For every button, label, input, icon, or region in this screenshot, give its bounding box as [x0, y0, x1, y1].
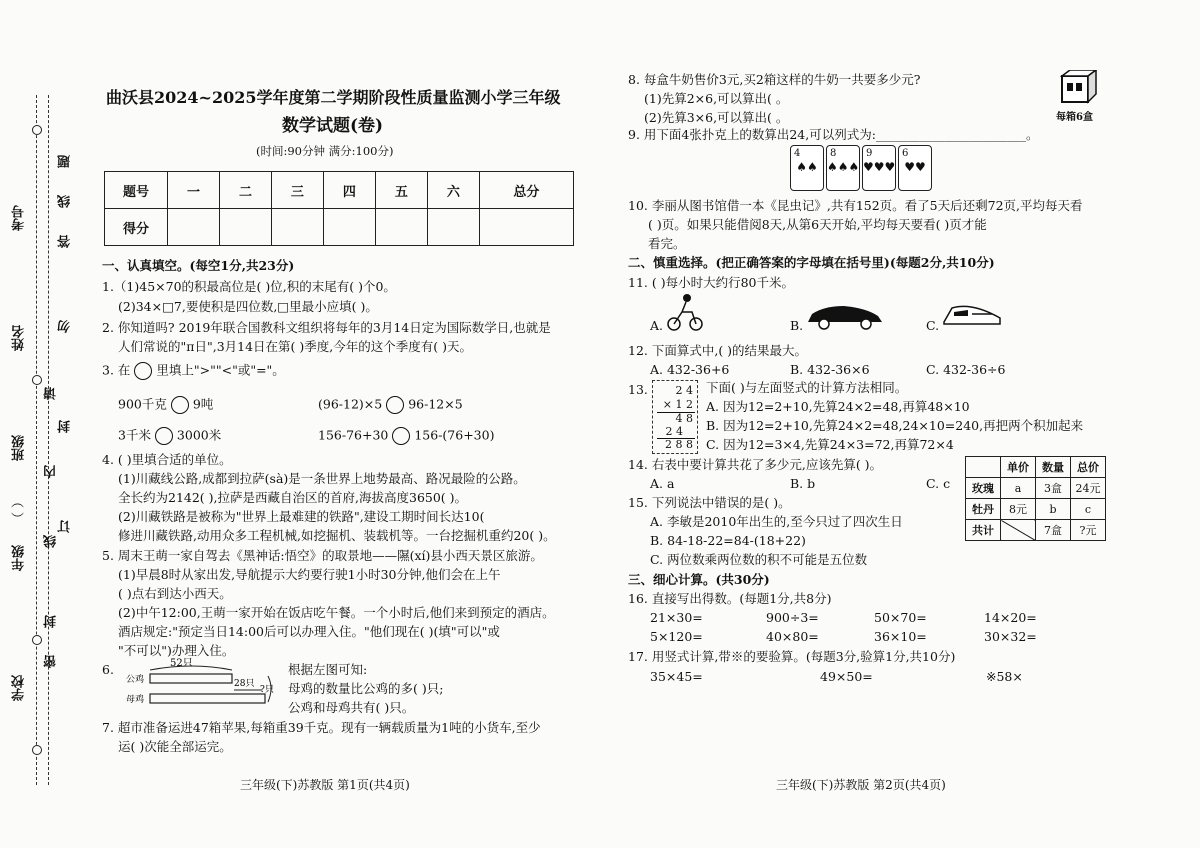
question-8b: (2)先算3×6,可以算出( 。: [644, 110, 789, 125]
vertical-line: × 1 2: [662, 398, 693, 411]
vertical-calc: ※58×: [986, 669, 1023, 684]
card-value: 6: [902, 148, 909, 159]
compare-right: 9吨: [192, 396, 214, 412]
price-table-row: [966, 499, 1106, 520]
price-header: 单价: [1001, 457, 1036, 478]
page-1-footer: 三年级(下)苏教版 第1页(共4页): [240, 778, 410, 792]
option-12b: B. 432-36×6: [790, 362, 870, 377]
question-8: 8. 每盒牛奶售价3元,买2箱这样的牛奶一共要多少元?: [628, 72, 921, 87]
price-header: 总价: [1071, 457, 1106, 478]
score-cell[interactable]: [427, 209, 479, 246]
question-13: 下面( )与左面竖式的计算方法相同。: [706, 380, 908, 395]
question-14: 14. 右表中要计算共花了多少元,应该先算( )。: [628, 457, 883, 472]
question-5c: (2)中午12:00,王萌一家开始在饭店吃午餐。一个小时后,他们来到预定的酒店。: [118, 605, 555, 620]
option-14b: B. b: [790, 476, 816, 491]
car-icon: [806, 302, 884, 330]
question-6a: 根据左图可知:: [288, 662, 368, 677]
question-10b: ( )页。如果只能借阅8天,从第6天开始,平均每天要看( )页才能: [648, 217, 987, 232]
price-cell: 玫瑰: [966, 478, 1001, 499]
oral-calc: 36×10=: [874, 629, 927, 644]
score-table-row: [105, 209, 574, 246]
binding-hole: [32, 745, 42, 755]
seal-line: [48, 95, 49, 785]
high-speed-train-icon: [942, 300, 1002, 328]
price-cell-diagonal: [1001, 520, 1036, 541]
compare-item: [318, 396, 463, 414]
vertical-line: 2 8 8: [665, 438, 693, 451]
price-table-row: [966, 457, 1106, 478]
compare-circle-icon[interactable]: [392, 427, 410, 445]
vertical-line: 4 8: [675, 412, 693, 425]
oral-calc: 50×70=: [874, 610, 927, 625]
seal-char: 勿: [58, 320, 73, 333]
score-header-cell: 六: [427, 172, 479, 209]
rooster-label: 公鸡: [126, 675, 145, 685]
price-cell: 24元: [1071, 478, 1106, 499]
question-13-number: 13.: [628, 382, 648, 397]
compare-circle-icon[interactable]: [386, 396, 404, 414]
option-13c: C. 因为12=3×4,先算24×3=72,再算72×4: [706, 437, 954, 452]
binding-hole: [32, 125, 42, 135]
option-13b: B. 因为12=2+10,先算24×2=48,24×10=240,再把两个积加起来: [706, 418, 1084, 433]
exam-time: (时间:90分钟 满分:100分): [256, 144, 394, 158]
option-14c: C. c: [926, 476, 951, 491]
vertical-calculation: [652, 380, 698, 454]
heart-icon: ♥♥: [904, 160, 926, 174]
oral-calc: 5×120=: [650, 629, 703, 644]
option-13a: A. 因为12=2+10,先算24×2=48,再算48×10: [706, 399, 970, 414]
question-17: 17. 用竖式计算,带※的要验算。(每题3分,验算1分,共10分): [628, 649, 956, 664]
price-cell: 8元: [1001, 499, 1036, 520]
section-2-heading: 二、慎重选择。(把正确答案的字母填在括号里)(每题2分,共10分): [628, 255, 995, 270]
poker-card: [826, 145, 860, 191]
compare-item: [318, 427, 494, 445]
seal-char: 内: [44, 465, 59, 478]
question-6c: 公鸡和母鸡共有( )只。: [288, 700, 415, 715]
card-value: 4: [794, 148, 801, 159]
diagram-28-label: 28只: [234, 679, 255, 689]
score-cell[interactable]: [323, 209, 375, 246]
option-11c: C.: [926, 318, 940, 333]
hen-label: 母鸡: [126, 695, 145, 705]
option-11b: B.: [790, 318, 804, 333]
price-table-row: [966, 520, 1106, 541]
compare-left: (96-12)×5: [318, 396, 383, 412]
spade-icon: ♠♠♠: [827, 160, 860, 174]
option-15c: C. 两位数乘两位数的积不可能是五位数: [650, 552, 868, 567]
price-header: 数量: [1036, 457, 1071, 478]
question-7a: 7. 超市准备运进47箱苹果,每箱重39千克。现有一辆载质量为1吨的小货车,至少: [102, 720, 541, 735]
question-16: 16. 直接写出得数。(每题1分,共8分): [628, 591, 832, 606]
question-11: 11. ( )每小时大约行80千米。: [628, 275, 794, 290]
question-12: 12. 下面算式中,( )的结果最大。: [628, 343, 808, 358]
question-6-number: 6.: [102, 662, 114, 677]
question-2b: 人们常说的"π日",3月14日在第( )季度,今年的这个季度有( )天。: [118, 339, 472, 354]
price-cell: a: [1001, 478, 1036, 499]
seal-char: 封: [58, 420, 73, 433]
compare-right: 156-(76+30): [414, 427, 495, 443]
poker-card: [790, 145, 824, 191]
question-5: 5. 周末王萌一家自驾去《黑神话:悟空》的取景地——隰(xí)县小西天景区旅游。: [102, 548, 543, 563]
diagram-52-label: 52只: [170, 658, 193, 669]
compare-right: 96-12×5: [408, 396, 463, 412]
question-4d: 修进川藏铁路,动用众多工程机械,如挖掘机、装载机等。一台挖掘机重约20( )。: [118, 528, 556, 543]
class-blank: （ ）: [12, 495, 27, 526]
question-8a: (1)先算2×6,可以算出( 。: [644, 91, 789, 106]
oral-calc: 14×20=: [984, 610, 1037, 625]
seal-char: 题: [58, 155, 73, 168]
question-5e: "不可以")办理入住。: [118, 643, 235, 658]
seal-line: [36, 95, 37, 785]
price-cell: [966, 457, 1001, 478]
section-1-heading: 一、认真填空。(每空1分,共23分): [102, 258, 295, 273]
compare-left: 156-76+30: [318, 427, 389, 443]
price-table: [965, 456, 1106, 541]
seal-char: 密: [44, 655, 59, 668]
option-15a: A. 李敏是2010年出生的,至今只过了四次生日: [650, 514, 903, 529]
price-cell: b: [1036, 499, 1071, 520]
oral-calc: 30×32=: [984, 629, 1037, 644]
option-11a: A.: [650, 318, 664, 333]
compare-left: 3千米: [118, 427, 151, 443]
segment-diagram: [122, 656, 282, 712]
score-cell[interactable]: [168, 209, 220, 246]
price-cell: 7盒: [1036, 520, 1071, 541]
score-cell[interactable]: [219, 209, 271, 246]
binding-hole: [32, 375, 42, 385]
score-table: [104, 171, 574, 246]
question-10a: 10. 李丽从图书馆借一本《昆虫记》,共有152页。看了5天后还剩72页,平均每天看: [628, 198, 1083, 213]
question-5d: 酒店规定:"预定当日14:00后可以办理入住。"他们现在( )(填"可以"或: [118, 624, 500, 639]
score-header-cell: 题号: [105, 172, 168, 209]
price-cell: 3盒: [1036, 478, 1071, 499]
seal-char: 线: [44, 535, 59, 548]
question-7b: 运( )次能全部运完。: [118, 739, 232, 754]
section-3-heading: 三、细心计算。(共30分): [628, 572, 770, 587]
binding-hole: [32, 635, 42, 645]
poker-card: [862, 145, 896, 191]
exam-title: 曲沃县2024~2025学年度第二学期阶段性质量监测小学三年级: [106, 88, 561, 107]
class-label: 班级: [12, 435, 27, 461]
card-value: 9: [866, 148, 873, 159]
option-14a: A. a: [650, 476, 675, 491]
question-1b: (2)34×□7,要使积是四位数,□里最小应填( )。: [118, 299, 378, 314]
score-header-cell: 一: [168, 172, 220, 209]
score-cell[interactable]: [375, 209, 427, 246]
question-4b: 全长约为2142( ),拉萨是西藏自治区的首府,海拔高度3650( )。: [118, 490, 468, 505]
price-cell: c: [1071, 499, 1106, 520]
diagram-question-label: ?只: [260, 685, 274, 695]
heart-icon: ♥♥♥: [863, 160, 896, 174]
milk-box-icon: [1056, 70, 1100, 108]
compare-circle-icon[interactable]: [171, 396, 189, 414]
question-10c: 看完。: [648, 236, 686, 251]
question-15: 15. 下列说法中错误的是( )。: [628, 495, 791, 510]
question-2a: 2. 你知道吗? 2019年联合国教科文组织将每年的3月14日定为国际数学日,也就是: [102, 320, 551, 335]
question-5b: ( )点右到达小西天。: [118, 586, 232, 601]
grade-label: 年级: [12, 545, 27, 571]
vertical-calc: 35×45=: [650, 669, 703, 684]
bicycle-icon: [666, 292, 704, 332]
seal-char: 封: [44, 615, 59, 628]
vertical-calc: 49×50=: [820, 669, 873, 684]
score-header-cell: 总分: [479, 172, 573, 209]
exam-number-label: 考号: [12, 205, 27, 231]
binding-margin: [8, 95, 78, 785]
score-table-header-row: [105, 172, 574, 209]
oral-calc: 40×80=: [766, 629, 819, 644]
option-12a: A. 432-36+6: [650, 362, 730, 377]
score-cell[interactable]: [271, 209, 323, 246]
vertical-line: 2 4: [675, 384, 693, 397]
option-12c: C. 432-36÷6: [926, 362, 1006, 377]
score-cell[interactable]: [479, 209, 573, 246]
compare-circle-icon[interactable]: [155, 427, 173, 445]
question-4a: (1)川藏线公路,成都到拉萨(sà)是一条世界上地势最高、路况最险的公路。: [118, 471, 526, 486]
price-cell: 牡丹: [966, 499, 1001, 520]
exam-subtitle: 数学试题(卷): [282, 116, 384, 136]
price-table-row: [966, 478, 1106, 499]
question-9: 9. 用下面4张扑克上的数算出24,可以列式为:________________________。: [628, 127, 1039, 142]
compare-right: 3000米: [176, 427, 222, 443]
seal-char: 答: [58, 235, 73, 248]
oral-calc: 900÷3=: [766, 610, 819, 625]
compare-item: [118, 427, 221, 445]
card-value: 8: [830, 148, 837, 159]
score-header-cell: 二: [219, 172, 271, 209]
poker-card: [898, 145, 932, 191]
seal-char: 请: [44, 387, 59, 400]
question-3: [102, 362, 285, 380]
question-6b: 母鸡的数量比公鸡的多( )只;: [288, 681, 444, 696]
spade-icon: ♠♠: [796, 160, 818, 174]
question-4: 4. ( )里填合适的单位。: [102, 452, 232, 467]
question-3-text: 里填上">""<"或"="。: [156, 362, 285, 378]
compare-item: [118, 396, 213, 414]
compare-circle-icon: [134, 362, 152, 380]
question-4c: (2)川藏铁路是被称为"世界上最难建的铁路",建设工期时间长达10(: [118, 509, 485, 524]
price-cell: ?元: [1071, 520, 1106, 541]
oral-calc: 21×30=: [650, 610, 703, 625]
question-1a: 1.（1)45×70的积最高位是( )位,积的末尾有( )个0。: [102, 279, 396, 294]
question-3-prefix: 3. 在: [102, 362, 131, 378]
score-header-cell: 四: [323, 172, 375, 209]
score-header-cell: 五: [375, 172, 427, 209]
milk-box-label: 每箱6盒: [1056, 112, 1093, 123]
score-header-cell: 三: [271, 172, 323, 209]
name-label: 姓名: [12, 325, 27, 351]
page-2-footer: 三年级(下)苏教版 第2页(共4页): [776, 778, 946, 792]
compare-left: 900千克: [118, 396, 167, 412]
score-row-label: 得分: [105, 209, 168, 246]
option-15b: B. 84-18-22=84-(18+22): [650, 533, 806, 548]
school-label: 学校: [12, 675, 27, 701]
question-5a: (1)早晨8时从家出发,导航提示大约要行驶1小时30分钟,他们会在上午: [118, 567, 501, 582]
seal-char: 订: [58, 520, 73, 533]
seal-char: 线: [58, 195, 73, 208]
vertical-line: 2 4: [665, 425, 683, 438]
price-cell: 共计: [966, 520, 1001, 541]
